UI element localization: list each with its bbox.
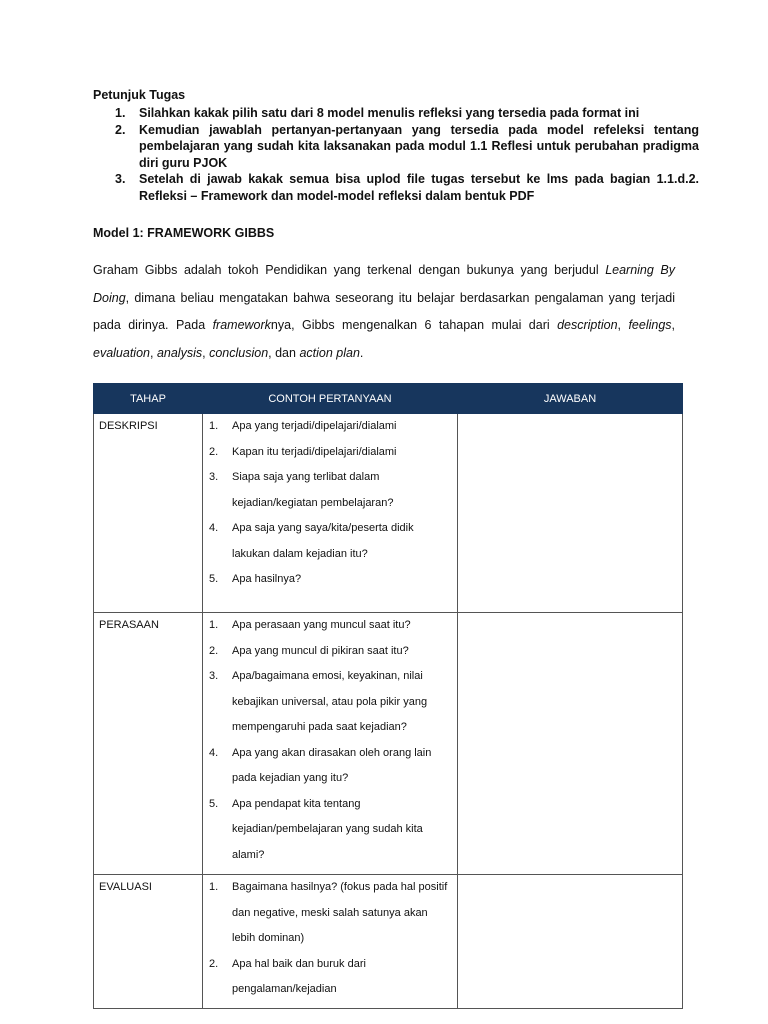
stage-term: conclusion xyxy=(209,345,269,360)
question-number: 5. xyxy=(209,573,219,585)
stage-term: evaluation xyxy=(93,345,150,360)
intro-text: Graham Gibbs adalah tokoh Pendidikan yang terkenal dengan bukunya yang berjudul xyxy=(93,263,606,277)
question-item xyxy=(203,516,457,567)
question-text: Apa hal baik dan buruk dari pengalaman/kejadian xyxy=(232,957,366,995)
stage-cell: PERASAAN xyxy=(94,613,203,875)
question-item xyxy=(203,414,457,440)
header-stage: TAHAP xyxy=(94,384,203,414)
intro-text: nya, Gibbs mengenalkan 6 tahapan mulai dari xyxy=(270,318,558,332)
task-item-text: Setelah di jawab kakak semua bisa uplod file tugas tersebut ke lms pada bagian 1.1.d.2. Refleksi – Framework dan model-model refleksi dalam bentuk PDF xyxy=(139,172,699,203)
stage-term: description xyxy=(557,318,618,332)
table-row-perasaan xyxy=(94,613,683,875)
question-number: 1. xyxy=(209,881,219,893)
task-item-number: 3. xyxy=(115,172,126,186)
task-item-number: 2. xyxy=(115,122,126,137)
intro-text: , dimana beliau mengatakan bahwa seseorang itu belajar berdasarkan pengalaman yang terjadi pada dirinya. Pada xyxy=(93,290,675,332)
intro-text: , xyxy=(202,345,210,360)
question-number: 5. xyxy=(209,797,219,810)
question-text: Apa hasilnya? xyxy=(232,573,302,585)
task-item-number: 1. xyxy=(115,106,126,120)
question-number: 2. xyxy=(209,644,219,657)
question-item xyxy=(203,465,457,516)
question-text: Bagaimana hasilnya? (fokus pada hal positif dan negative, meski salah satunya akan lebih dominan) xyxy=(232,881,448,944)
questions-cell xyxy=(203,414,458,613)
question-number: 1. xyxy=(209,420,219,432)
intro-text: , xyxy=(617,318,629,332)
intro-text: . xyxy=(359,345,364,360)
question-number: 3. xyxy=(209,670,219,682)
question-number: 2. xyxy=(209,957,219,970)
question-number: 4. xyxy=(209,746,219,759)
question-text: Apa/bagaimana emosi, keyakinan, nilai kebajikan universal, atau pola pikir yang mempengaruhi pada saat kejadian? xyxy=(232,670,428,733)
question-number: 4. xyxy=(209,522,219,534)
question-number: 3. xyxy=(209,471,219,483)
question-text: Apa perasaan yang muncul saat itu? xyxy=(232,619,411,631)
question-item xyxy=(203,664,457,741)
task-instructions-title: Petunjuk Tugas xyxy=(93,88,186,102)
intro-text: , xyxy=(150,345,157,360)
header-answer: JAWABAN xyxy=(458,384,683,414)
question-text: Siapa saja yang terlibat dalam kejadian/kegiatan pembelajaran? xyxy=(232,471,394,509)
question-item xyxy=(203,639,457,665)
table-row-deskripsi xyxy=(94,414,683,613)
stage-term: feelings xyxy=(628,318,672,332)
question-list xyxy=(203,613,457,868)
task-instruction-item xyxy=(93,122,699,172)
question-item xyxy=(203,875,457,952)
model-intro-paragraph xyxy=(93,257,675,367)
stage-term: action plan xyxy=(299,345,360,360)
answer-cell[interactable] xyxy=(458,414,683,613)
framework-term: framework xyxy=(212,318,271,332)
question-number: 2. xyxy=(209,445,219,458)
question-text: Apa saja yang saya/kita/peserta didik lakukan dalam kejadian itu? xyxy=(232,522,414,560)
answer-cell[interactable] xyxy=(458,613,683,875)
question-number: 1. xyxy=(209,619,219,631)
book-title: Learning By Doing xyxy=(93,263,675,305)
answer-cell[interactable] xyxy=(458,875,683,1009)
stage-term: analysis xyxy=(156,345,203,360)
header-questions: CONTOH PERTANYAAN xyxy=(203,384,458,414)
question-item xyxy=(203,952,457,1003)
question-text: Apa yang terjadi/dipelajari/dialami xyxy=(232,420,397,432)
gibbs-reflection-table xyxy=(93,383,683,1009)
table-row-evaluasi xyxy=(94,875,683,1009)
question-item xyxy=(203,741,457,792)
question-item xyxy=(203,792,457,869)
question-item xyxy=(203,613,457,639)
question-text: Apa pendapat kita tentang kejadian/pembelajaran yang sudah kita alami? xyxy=(232,797,423,861)
intro-text: , xyxy=(671,318,676,332)
intro-text: , dan xyxy=(268,345,300,360)
questions-cell xyxy=(203,613,458,875)
question-item xyxy=(203,567,457,593)
question-text: Apa yang akan dirasakan oleh orang lain pada kejadian yang itu? xyxy=(232,746,432,784)
task-instruction-item xyxy=(93,105,699,122)
stage-cell: DESKRIPSI xyxy=(94,414,203,613)
stage-cell: EVALUASI xyxy=(94,875,203,1009)
questions-cell xyxy=(203,875,458,1009)
question-item xyxy=(203,440,457,466)
question-text: Kapan itu terjadi/dipelajari/dialami xyxy=(232,445,397,458)
question-text: Apa yang muncul di pikiran saat itu? xyxy=(232,644,409,657)
task-instruction-item xyxy=(93,171,699,204)
model-title: Model 1: FRAMEWORK GIBBS xyxy=(93,226,275,240)
question-list xyxy=(203,414,457,593)
question-list xyxy=(203,875,457,1003)
table-header-row xyxy=(94,384,683,414)
task-instructions-list xyxy=(93,105,699,204)
task-item-text: Kemudian jawablah pertanyan-pertanyaan yang tersedia pada model refeleksi tentang pembelajaran yang sudah kita laksanakan pada modul 1.1 Reflesi untuk perubahan pradigma diri guru PJOK xyxy=(139,122,699,170)
task-item-text: Silahkan kakak pilih satu dari 8 model menulis refleksi yang tersedia pada format ini xyxy=(139,106,640,120)
